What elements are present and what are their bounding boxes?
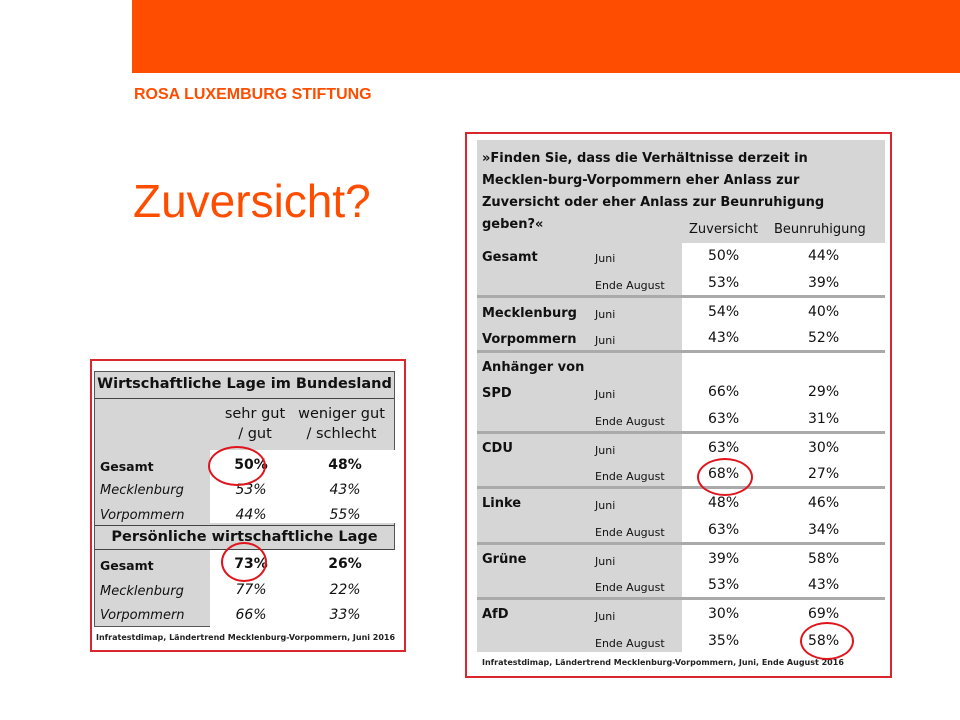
value-beunruhigung: 34% [808, 522, 840, 538]
group-label: AfD [482, 607, 509, 622]
left-row-value: 53% [235, 482, 267, 498]
left-row-label: Mecklenburg [100, 584, 184, 599]
period-label: Juni [595, 334, 616, 347]
highlight-circle [697, 458, 753, 496]
slide-title: Zuversicht? [133, 175, 371, 227]
highlight-circle [208, 446, 266, 486]
left-row-value: 66% [235, 607, 267, 623]
left-row-value: 55% [329, 507, 361, 523]
period-label: Ende August [595, 637, 665, 650]
value-beunruhigung: 30% [808, 440, 840, 456]
left-col2-header-line2: / schlecht [306, 426, 377, 442]
value-zuversicht: 63% [708, 411, 740, 427]
left-row-value: 43% [329, 482, 361, 498]
left-row-label: Gesamt [100, 459, 154, 474]
value-zuversicht: 50% [708, 248, 740, 264]
period-label: Juni [595, 499, 616, 512]
value-beunruhigung: 69% [808, 606, 840, 622]
value-zuversicht: 63% [708, 522, 740, 538]
period-label: Juni [595, 252, 616, 265]
value-beunruhigung: 58% [808, 633, 840, 649]
group-label: CDU [482, 441, 513, 456]
left-table-subtitle: Persönliche wirtschaftliche Lage [111, 529, 378, 545]
value-zuversicht: 43% [708, 330, 740, 346]
left-row-label: Gesamt [100, 558, 154, 573]
group-divider [477, 350, 885, 353]
value-zuversicht: 54% [708, 304, 740, 320]
left-row-value: 33% [329, 607, 361, 623]
value-beunruhigung: 46% [808, 495, 840, 511]
group-label: Mecklenburg [482, 306, 577, 321]
group-label: Vorpommern [482, 332, 577, 347]
value-zuversicht: 68% [708, 466, 740, 482]
value-beunruhigung: 43% [808, 577, 840, 593]
brand-name: ROSA LUXEMBURG STIFTUNG [134, 86, 372, 103]
left-row-value: 44% [235, 507, 267, 523]
value-zuversicht: 53% [708, 275, 740, 291]
right-table-source: Infratestdimap, Ländertrend Mecklenburg-Vorpommern, Juni, Ende August 2016 [482, 658, 844, 667]
period-label: Juni [595, 388, 616, 401]
survey-question: »Finden Sie, dass die Verhältnisse derzeit in Mecklen-burg-Vorpommern eher Anlass zur Zuversicht oder eher Anlass zur Beunruhigung geben?« [482, 151, 825, 232]
right-table [477, 140, 885, 652]
period-label: Ende August [595, 581, 665, 594]
value-beunruhigung: 44% [808, 248, 840, 264]
divider [95, 525, 394, 526]
value-zuversicht: 30% [708, 606, 740, 622]
left-row-value: 77% [235, 582, 267, 598]
group-divider [477, 295, 885, 298]
col-header-beunruhigung: Beunruhigung [774, 222, 866, 237]
left-col2-header-line1: weniger gut [298, 406, 385, 422]
left-col1-header-line1: sehr gut [224, 406, 286, 422]
left-col1-header [210, 404, 300, 444]
top-accent-bar [132, 0, 960, 73]
value-zuversicht: 66% [708, 384, 740, 400]
left-row-value: 22% [329, 582, 361, 598]
value-beunruhigung: 58% [808, 551, 840, 567]
value-beunruhigung: 39% [808, 275, 840, 291]
highlight-circle [221, 542, 267, 582]
value-zuversicht: 35% [708, 633, 740, 649]
group-label: Gesamt [482, 250, 538, 265]
left-table-title: Wirtschaftliche Lage im Bundesland [97, 376, 392, 392]
highlight-circle [800, 622, 854, 660]
period-label: Ende August [595, 279, 665, 292]
left-table [94, 371, 395, 627]
period-label: Ende August [595, 470, 665, 483]
group-divider [477, 431, 885, 434]
left-row-value: 26% [328, 556, 362, 572]
period-label: Juni [595, 555, 616, 568]
period-label: Ende August [595, 526, 665, 539]
left-row-value: 73% [234, 556, 268, 572]
left-col1-header-line2: / gut [238, 426, 272, 442]
left-row-label: Mecklenburg [100, 483, 184, 498]
value-zuversicht: 48% [708, 495, 740, 511]
left-row-value: 48% [328, 457, 362, 473]
group-divider [477, 486, 885, 489]
value-beunruhigung: 29% [808, 384, 840, 400]
left-row-label: Vorpommern [100, 508, 185, 523]
period-label: Juni [595, 308, 616, 321]
group-label: Linke [482, 496, 522, 511]
value-beunruhigung: 40% [808, 304, 840, 320]
value-beunruhigung: 31% [808, 411, 840, 427]
value-beunruhigung: 27% [808, 466, 840, 482]
col-header-zuversicht: Zuversicht [689, 222, 759, 237]
value-beunruhigung: 52% [808, 330, 840, 346]
left-row-label: Vorpommern [100, 608, 185, 623]
value-zuversicht: 53% [708, 577, 740, 593]
value-zuversicht: 39% [708, 551, 740, 567]
group-label: Anhänger von [482, 360, 585, 375]
left-table-source: Infratestdimap, Ländertrend Mecklenburg-Vorpommern, Juni 2016 [96, 633, 396, 642]
value-zuversicht: 63% [708, 440, 740, 456]
divider [95, 398, 394, 399]
period-label: Ende August [595, 415, 665, 428]
group-divider [477, 542, 885, 545]
left-col2-header [289, 404, 394, 444]
group-divider [477, 597, 885, 600]
group-label: SPD [482, 386, 512, 401]
period-label: Juni [595, 444, 616, 457]
period-label: Juni [595, 610, 616, 623]
left-row-value: 50% [234, 457, 268, 473]
group-label: Grüne [482, 552, 527, 567]
